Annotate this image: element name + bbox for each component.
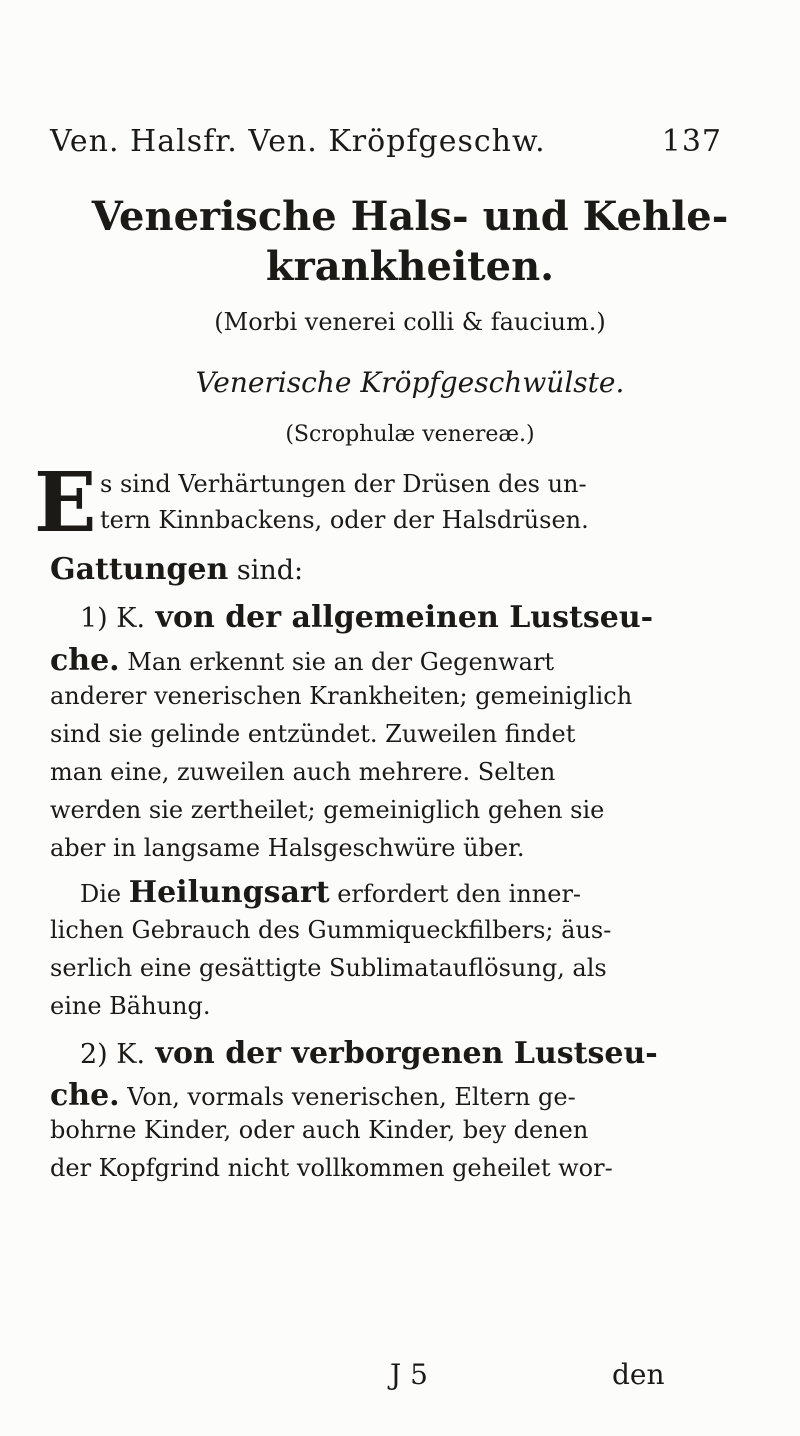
page-number: 137 <box>661 124 722 159</box>
item-1-line-6: aber in langsame Halsgeschwüre über. <box>50 834 525 862</box>
item-1-heading-end: che. <box>50 643 120 678</box>
gattungen-heading: Gattungen <box>50 552 229 587</box>
item-1-line-4: man eine, zuweilen auch mehrere. Selten <box>50 758 556 786</box>
item-2-number: 2) K. <box>80 1039 146 1070</box>
item-1-line-1-text: Man erkennt sie an der Gegenwart <box>119 648 555 676</box>
item-1-heading: von der allgemeinen Lustseu- <box>145 600 654 635</box>
heilungsart-prefix: Die <box>80 880 129 908</box>
section-title: Venerische Kröpfgeschwülste. <box>195 366 625 399</box>
item-1-heading-line <box>80 600 770 635</box>
item-2-line-3: der Kopfgrind nicht vollkommen geheilet wor- <box>50 1154 613 1182</box>
intro-line-2: tern Kinnbackens, oder der Halsdrüsen. <box>100 506 589 534</box>
heilungsart-line-4: eine Bähung. <box>50 992 211 1020</box>
heilungsart-line-3: serlich eine gesättigte Sublimatauflösung, als <box>50 954 607 982</box>
item-2-heading-line <box>80 1036 770 1071</box>
heilungsart-line <box>80 875 770 910</box>
item-2-heading-end: che. <box>50 1078 120 1113</box>
running-title: Ven. Halsfr. Ven. Kröpfgeschw. <box>50 124 546 159</box>
heilungsart-heading: Heilungsart <box>128 875 330 910</box>
gattungen-line <box>50 552 740 587</box>
chapter-title-line-2: krankheiten. <box>265 243 555 290</box>
item-1-number: 1) K. <box>80 603 146 634</box>
chapter-latin-subtitle: (Morbi venerei colli & faucium.) <box>214 308 606 336</box>
item-1-line-3: sind sie gelinde entzündet. Zuweilen findet <box>50 720 576 748</box>
section-latin-subtitle: (Scrophulæ venereæ.) <box>285 422 535 447</box>
signature-mark: J 5 <box>390 1358 428 1391</box>
item-1-line-2: anderer venerischen Krankheiten; gemeiniglich <box>50 682 633 710</box>
chapter-title-line-1: Venerische Hals- und Kehle- <box>91 193 729 240</box>
item-2-heading: von der verborgenen Lustseu- <box>145 1036 658 1071</box>
item-2-line-2: bohrne Kinder, oder auch Kinder, bey denen <box>50 1116 589 1144</box>
item-1-line-5: werden sie zertheilet; gemeiniglich gehen sie <box>50 796 605 824</box>
intro-line-1: s sind Verhärtungen der Drüsen des un- <box>100 470 587 498</box>
item-2-line-1-text: Von, vormals venerischen, Eltern ge- <box>119 1083 576 1111</box>
drop-cap: E <box>34 455 97 551</box>
gattungen-rest: sind: <box>228 555 304 586</box>
catchword: den <box>612 1358 665 1391</box>
page-header <box>50 124 750 159</box>
heilungsart-line-2: lichen Gebrauch des Gummiqueckfilbers; äus- <box>50 916 612 944</box>
heilungsart-rest: erfordert den inner- <box>329 880 582 908</box>
item-1-line-1 <box>50 643 740 678</box>
item-2-line-1 <box>50 1078 740 1113</box>
